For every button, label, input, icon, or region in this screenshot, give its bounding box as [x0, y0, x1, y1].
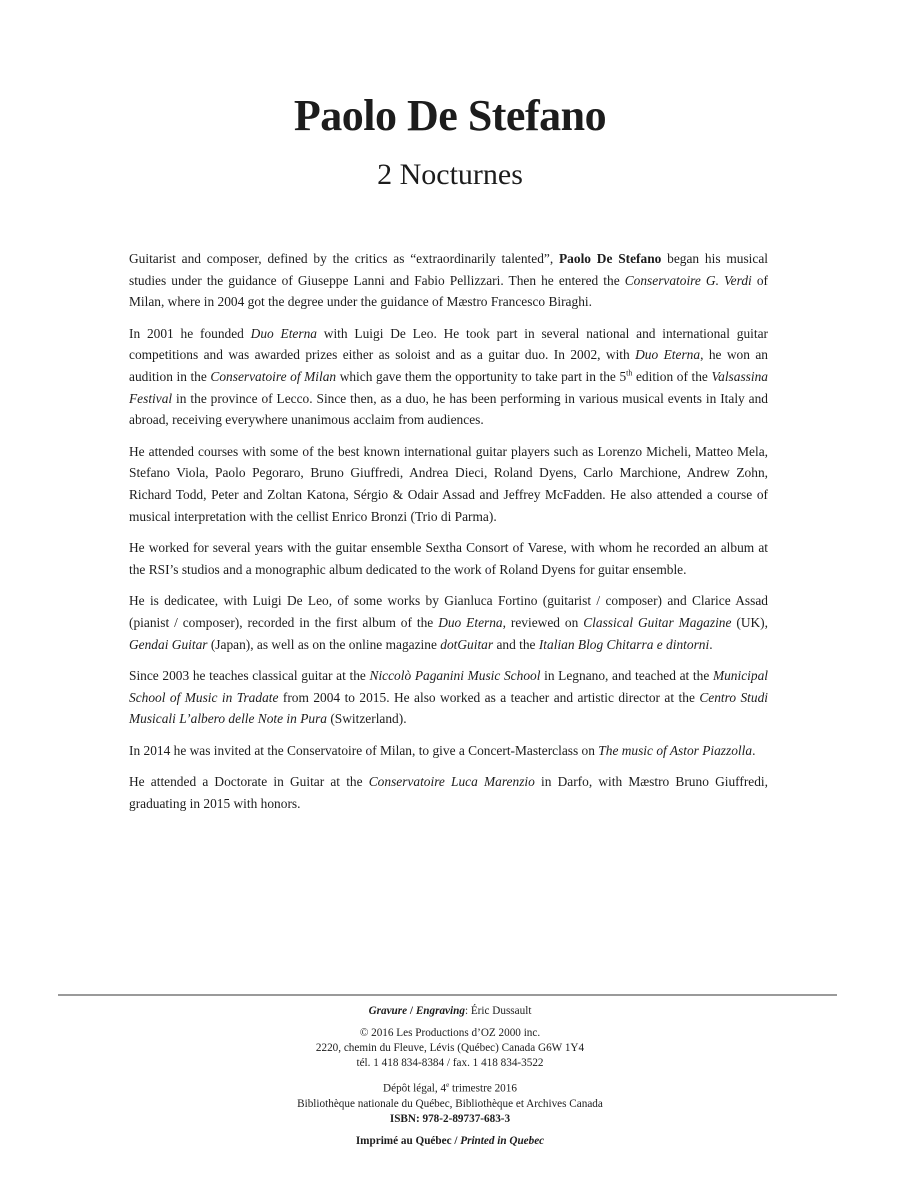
colophon	[0, 1004, 900, 1149]
composer-title: Paolo De Stefano	[293, 91, 607, 140]
bio-paragraph-8: He attended a Doctorate in Guitar at the Conservatoire Luca Marenzio in Darfo, with Mæstro Bruno Giuffredi, graduating in 2015 with honors.	[129, 774, 768, 812]
legal-deposit: Dépôt légal, 4e trimestre 2016	[383, 1081, 517, 1095]
publisher-phone: tél. 1 418 834-8384 / fax. 1 418 834-3522	[356, 1057, 544, 1069]
printed-in: Imprimé au Québec / Printed in Quebec	[355, 1134, 545, 1147]
copyright-line: © 2016 Les Productions d’OZ 2000 inc.	[359, 1027, 541, 1039]
bio-paragraph-6: Since 2003 he teaches classical guitar at the Niccolò Paganini Music School in Legnano, and teached at the Municipal School of Music in Tradate from 2004 to 2015. He also worked as a teacher and artistic director at the Centro Studi Musicali L’albero delle Note in Pura (Switzerland).	[129, 668, 769, 727]
bio-paragraph-4: He worked for several years with the guitar ensemble Sextha Consort of Varese, with whom he recorded an album at the RSI’s studios and a monographic album dedicated to the work of Roland Dyens for guitar ensemble.	[129, 540, 768, 577]
engraving-credit: Gravure / Engraving: Éric Dussault	[368, 1005, 532, 1017]
bio-paragraph-2: In 2001 he founded Duo Eterna with Luigi De Leo. He took part in several national and international guitar competitions and was awarded prizes either as soloist and as a guitar duo. In 2002, with Duo Eterna, he won an audition in the Conservatoire of Milan which gave them the opportunity to take part in the 5th edition of the Valsassina Festival in the province of Lecco. Since then, as a duo, he has been performing in various musical events in Italy and abroad, receiving everywhere unanimous acclaim from audiences.	[129, 325, 768, 428]
bio-paragraph-5: He is dedicatee, with Luigi De Leo, of some works by Gianluca Fortino (guitarist / composer) and Clarice Assad (pianist / composer), recorded in the first album of the Duo Eterna, reviewed on Classical Guitar Magazine (UK), Gendai Guitar (Japan), as well as on the online magazine dotGuitar and the Italian Blog Chitarra e dintorni.	[129, 593, 768, 652]
publisher-address: 2220, chemin du Fleuve, Lévis (Québec) Canada G6W 1Y4	[315, 1042, 585, 1054]
biography	[129, 248, 768, 825]
footer-divider	[58, 994, 837, 996]
library-line: Bibliothèque nationale du Québec, Bibliothèque et Archives Canada	[297, 1097, 603, 1110]
work-subtitle: 2 Nocturnes	[377, 158, 523, 191]
bio-paragraph-3: He attended courses with some of the best known international guitar players such as Lorenzo Micheli, Matteo Mela, Stefano Viola, Paolo Pegoraro, Bruno Giuffredi, Andrea Dieci, Roland Dyens, Carlo Marchione, Andrew Zohn, Richard Todd, Peter and Zoltan Katona, Sérgio & Odair Assad and Jeffrey McFadden. He also attended a course of musical interpretation with the cellist Enrico Bronzi (Trio di Parma).	[129, 443, 768, 524]
bio-paragraph-7: In 2014 he was invited at the Conservatoire of Milan, to give a Concert-Masterclass on The music of Astor Piazzolla.	[129, 742, 756, 758]
isbn: ISBN: 978-2-89737-683-3	[389, 1112, 511, 1125]
bio-paragraph-1: Guitarist and composer, defined by the critics as “extraordinarily talented”, Paolo De Stefano began his musical studies under the guidance of Giuseppe Lanni and Fabio Pellizzari. Then he entered the Conservatoire G. Verdi of Milan, where in 2004 got the degree under the guidance of Mæstro Francesco Biraghi.	[129, 251, 768, 310]
